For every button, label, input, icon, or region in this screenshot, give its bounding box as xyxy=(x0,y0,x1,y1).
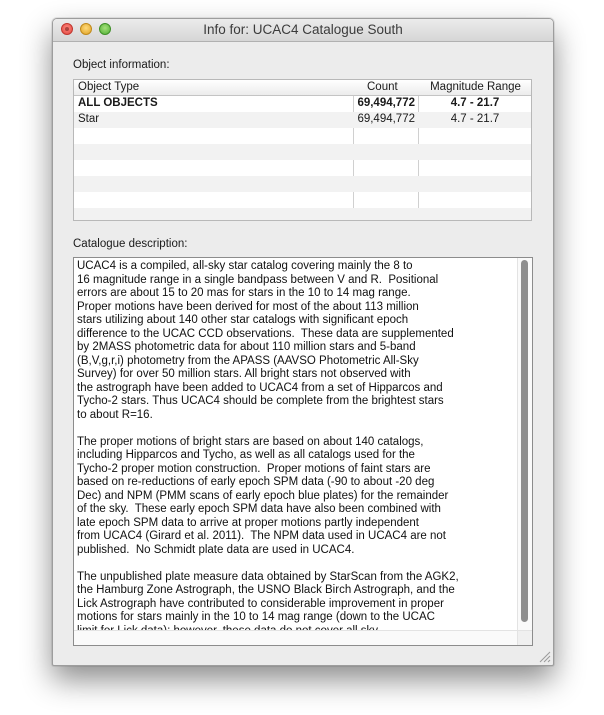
column-header-object-type[interactable]: Object Type xyxy=(78,81,140,93)
row-magnitude-range: 4.7 - 21.7 xyxy=(450,113,500,125)
empty-row xyxy=(74,128,531,144)
vertical-scrollbar[interactable] xyxy=(517,258,532,631)
info-window xyxy=(52,18,554,666)
scroll-corner xyxy=(517,630,532,645)
empty-row xyxy=(74,160,531,176)
table-header xyxy=(74,80,531,96)
title-bar[interactable] xyxy=(53,19,553,42)
empty-row xyxy=(74,176,531,192)
catalogue-description-label: Catalogue description: xyxy=(73,238,188,250)
catalogue-description-text[interactable]: UCAC4 is a compiled, all-sky star catalog covering mainly the 8 to 16 magnitude range in a single bandpass between V and R. Positional errors are about 15 to 20 mas for stars in the 10 to 14 mag range. Proper motions have been derived for most of the about 113 million stars utilizing about 140 other star catalogs with significant epoch difference to the UCAC CCD observations. These data are supplemented by 2MASS photometric data for about 110 million stars and 5-band (B,V,g,r,i) photometry from the APASS (AAVSO Photometric All-Sky Survey) for over 50 million stars. All bright stars not observed with the astrograph have been added to UCAC4 from a set of Hipparcos and Tycho-2 stars. Thus UCAC4 should be complete from the brightest stars to about R=16. The proper motions of bright stars are based on about 140 catalogs, including Hipparcos and Tycho, as well as all catalogs used for the Tycho-2 proper motion construction. Proper motions of faint stars are based on re-reductions of early epoch SPM data (-90 to about -20 deg Dec) and NPM (PMM scans of early epoch blue plates) for the remainder of the sky. These early epoch SPM data have also been combined with late epoch SPM data to arrive at proper motions partly independent from UCAC4 (Girard et al. 2011). The NPM data used in UCAC4 are not published. No Schmidt plate data are used in UCAC4. The unpublished plate measure data obtained by StarScan from the AGK2, the Hamburg Zone Astrograph, the USNO Black Birch Astrograph, and the Lick Astrograph have contributed to considerable improvement in proper motions for stars mainly in the 10 to 14 mag range (down to the UCAC xyxy=(77,260,459,623)
column-header-count[interactable]: Count xyxy=(367,81,398,93)
table-row[interactable] xyxy=(74,112,531,128)
catalogue-description-textview[interactable] xyxy=(73,257,533,646)
row-magnitude-range: 4.7 - 21.7 xyxy=(450,97,500,109)
vertical-scroll-thumb[interactable] xyxy=(521,260,528,622)
horizontal-scrollbar[interactable] xyxy=(74,630,518,645)
row-object-type: Star xyxy=(78,113,100,125)
object-info-label: Object information: xyxy=(73,59,170,71)
row-object-type: ALL OBJECTS xyxy=(78,97,158,109)
empty-row xyxy=(74,192,531,208)
empty-row xyxy=(74,144,531,160)
column-header-magnitude-range[interactable]: Magnitude Range xyxy=(430,81,521,93)
empty-row xyxy=(74,208,531,221)
row-count: 69,494,772 xyxy=(357,113,415,125)
object-info-table[interactable] xyxy=(73,79,532,221)
table-row[interactable] xyxy=(74,96,531,112)
window-title: Info for: UCAC4 Catalogue South xyxy=(203,22,403,37)
resize-grip-icon[interactable] xyxy=(539,651,551,663)
row-count: 69,494,772 xyxy=(357,97,415,109)
